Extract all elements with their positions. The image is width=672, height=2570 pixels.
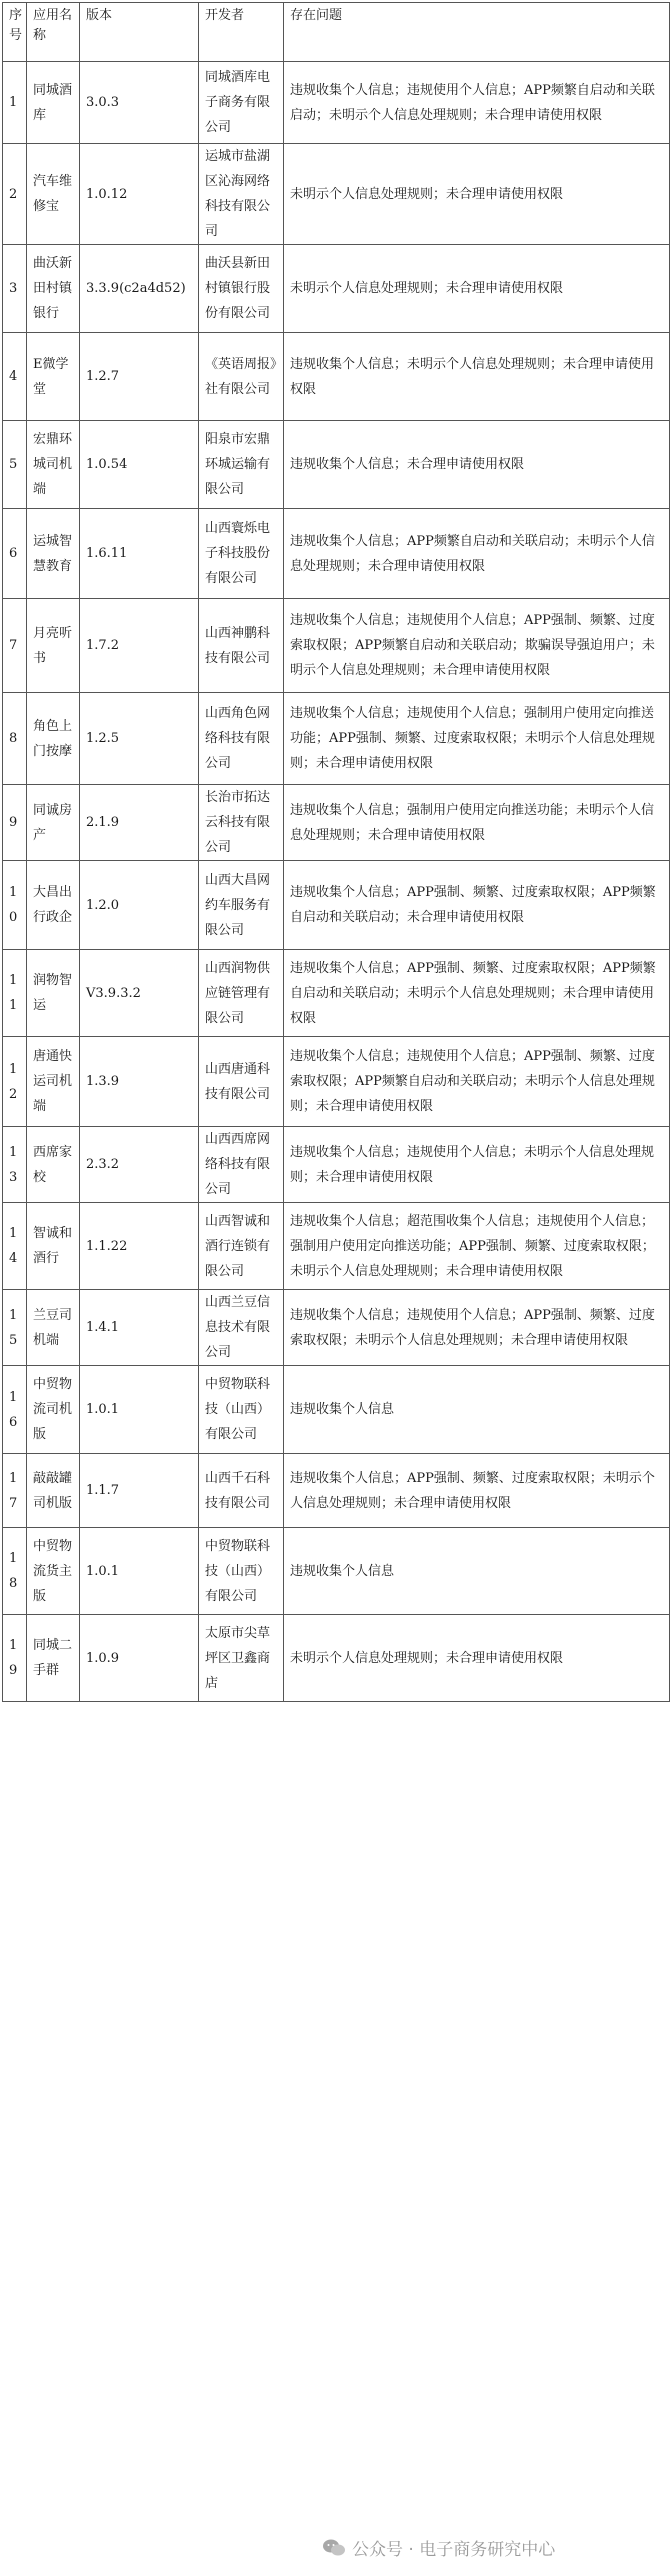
row-index: 14	[3, 1203, 27, 1290]
row-app-name: 月亮听书	[27, 599, 80, 693]
table-row	[3, 599, 670, 693]
watermark	[318, 2533, 559, 2562]
table-row	[3, 509, 670, 599]
row-issues: 违规收集个人信息；APP强制、频繁、过度索取权限；APP频繁自启动和关联启动；未合理申请使用权限	[284, 861, 670, 950]
row-issues: 违规收集个人信息；APP强制、频繁、过度索取权限；APP频繁自启动和关联启动；未明示个人信息处理规则；未合理申请使用权限	[284, 950, 670, 1037]
header-app-name: 应用名称	[27, 3, 80, 62]
table-row	[3, 785, 670, 861]
row-index: 8	[3, 693, 27, 785]
row-index: 11	[3, 950, 27, 1037]
header-index: 序号	[3, 3, 27, 62]
row-index: 13	[3, 1127, 27, 1203]
table-row	[3, 333, 670, 421]
row-developer: 山西西席网络科技有限公司	[199, 1127, 284, 1203]
row-index: 3	[3, 245, 27, 333]
row-index: 6	[3, 509, 27, 599]
row-issues: 未明示个人信息处理规则；未合理申请使用权限	[284, 1615, 670, 1702]
row-version: 1.0.9	[80, 1615, 199, 1702]
row-version: 1.2.7	[80, 333, 199, 421]
row-index: 5	[3, 421, 27, 509]
row-issues: 违规收集个人信息；违规使用个人信息；未明示个人信息处理规则；未合理申请使用权限	[284, 1127, 670, 1203]
row-version: 1.6.11	[80, 509, 199, 599]
row-issues: 违规收集个人信息；违规使用个人信息；APP频繁自启动和关联启动；未明示个人信息处理规则；未合理申请使用权限	[284, 62, 670, 144]
row-issues: 违规收集个人信息；未明示个人信息处理规则；未合理申请使用权限	[284, 333, 670, 421]
row-developer: 《英语周报》社有限公司	[199, 333, 284, 421]
row-issues: 违规收集个人信息；违规使用个人信息；APP强制、频繁、过度索取权限；未明示个人信息处理规则；未合理申请使用权限	[284, 1290, 670, 1366]
row-index: 19	[3, 1615, 27, 1702]
row-index: 18	[3, 1528, 27, 1615]
wechat-icon	[322, 2538, 346, 2558]
row-issues: 违规收集个人信息；违规使用个人信息；强制用户使用定向推送功能；APP强制、频繁、过度索取权限；未明示个人信息处理规则；未合理申请使用权限	[284, 693, 670, 785]
row-app-name: 同诚房产	[27, 785, 80, 861]
row-developer: 山西角色网络科技有限公司	[199, 693, 284, 785]
row-app-name: E微学堂	[27, 333, 80, 421]
table-row	[3, 245, 670, 333]
row-developer: 中贸物联科技（山西）有限公司	[199, 1366, 284, 1454]
row-developer: 山西寰烁电子科技股份有限公司	[199, 509, 284, 599]
app-issues-table	[2, 2, 670, 1702]
row-version: 1.0.12	[80, 144, 199, 245]
row-developer: 运城市盐湖区沁海网络科技有限公司	[199, 144, 284, 245]
row-version: V3.9.3.2	[80, 950, 199, 1037]
row-version: 2.3.2	[80, 1127, 199, 1203]
row-app-name: 运城智慧教育	[27, 509, 80, 599]
row-developer: 长治市拓达云科技有限公司	[199, 785, 284, 861]
row-app-name: 兰豆司机端	[27, 1290, 80, 1366]
row-index: 9	[3, 785, 27, 861]
row-app-name: 同城酒库	[27, 62, 80, 144]
row-app-name: 智诚和酒行	[27, 1203, 80, 1290]
table-row	[3, 950, 670, 1037]
row-issues: 违规收集个人信息；违规使用个人信息；APP强制、频繁、过度索取权限；APP频繁自启动和关联启动；未明示个人信息处理规则；未合理申请使用权限	[284, 1037, 670, 1127]
table-row	[3, 1366, 670, 1454]
row-version: 3.3.9(c2a4d52)	[80, 245, 199, 333]
row-developer: 山西神鹏科技有限公司	[199, 599, 284, 693]
header-developer: 开发者	[199, 3, 284, 62]
row-version: 1.0.1	[80, 1528, 199, 1615]
row-index: 10	[3, 861, 27, 950]
table-row	[3, 861, 670, 950]
row-developer: 阳泉市宏鼎环城运输有限公司	[199, 421, 284, 509]
row-version: 1.2.0	[80, 861, 199, 950]
row-version: 1.1.7	[80, 1454, 199, 1528]
row-index: 15	[3, 1290, 27, 1366]
row-app-name: 角色上门按摩	[27, 693, 80, 785]
table-row	[3, 1615, 670, 1702]
row-index: 4	[3, 333, 27, 421]
row-developer: 山西千石科技有限公司	[199, 1454, 284, 1528]
table-row	[3, 1203, 670, 1290]
row-app-name: 润物智运	[27, 950, 80, 1037]
row-app-name: 中贸物流司机版	[27, 1366, 80, 1454]
row-app-name: 宏鼎环城司机端	[27, 421, 80, 509]
row-version: 1.0.1	[80, 1366, 199, 1454]
row-version: 1.7.2	[80, 599, 199, 693]
row-version: 1.4.1	[80, 1290, 199, 1366]
row-index: 2	[3, 144, 27, 245]
row-developer: 同城酒库电子商务有限公司	[199, 62, 284, 144]
row-developer: 曲沃县新田村镇银行股份有限公司	[199, 245, 284, 333]
row-app-name: 西席家校	[27, 1127, 80, 1203]
watermark-text: 公众号 · 电子商务研究中心	[352, 2540, 556, 2560]
table-row	[3, 62, 670, 144]
row-developer: 山西唐通科技有限公司	[199, 1037, 284, 1127]
table-row	[3, 1528, 670, 1615]
table-row	[3, 693, 670, 785]
row-app-name: 唐通快运司机端	[27, 1037, 80, 1127]
row-version: 1.3.9	[80, 1037, 199, 1127]
row-issues: 违规收集个人信息；APP强制、频繁、过度索取权限；未明示个人信息处理规则；未合理申请使用权限	[284, 1454, 670, 1528]
header-version: 版本	[80, 3, 199, 62]
row-developer: 山西兰豆信息技术有限公司	[199, 1290, 284, 1366]
row-index: 12	[3, 1037, 27, 1127]
table-row	[3, 1127, 670, 1203]
row-developer: 山西智诚和酒行连锁有限公司	[199, 1203, 284, 1290]
row-version: 1.2.5	[80, 693, 199, 785]
row-issues: 违规收集个人信息	[284, 1528, 670, 1615]
row-issues: 违规收集个人信息；违规使用个人信息；APP强制、频繁、过度索取权限；APP频繁自启动和关联启动；欺骗误导强迫用户；未明示个人信息处理规则；未合理申请使用权限	[284, 599, 670, 693]
row-app-name: 中贸物流货主版	[27, 1528, 80, 1615]
row-app-name: 曲沃新田村镇银行	[27, 245, 80, 333]
row-app-name: 敲敲罐司机版	[27, 1454, 80, 1528]
row-issues: 违规收集个人信息；强制用户使用定向推送功能；未明示个人信息处理规则；未合理申请使用权限	[284, 785, 670, 861]
header-issues: 存在问题	[284, 3, 670, 62]
table-row	[3, 1454, 670, 1528]
row-index: 17	[3, 1454, 27, 1528]
row-index: 1	[3, 62, 27, 144]
table-header-row	[3, 3, 670, 62]
row-developer: 太原市尖草坪区卫鑫商店	[199, 1615, 284, 1702]
row-issues: 违规收集个人信息；超范围收集个人信息；违规使用个人信息；强制用户使用定向推送功能；APP强制、频繁、过度索取权限；未明示个人信息处理规则；未合理申请使用权限	[284, 1203, 670, 1290]
row-app-name: 汽车维修宝	[27, 144, 80, 245]
row-version: 1.1.22	[80, 1203, 199, 1290]
row-version: 3.0.3	[80, 62, 199, 144]
row-issues: 违规收集个人信息；APP频繁自启动和关联启动；未明示个人信息处理规则；未合理申请使用权限	[284, 509, 670, 599]
row-issues: 违规收集个人信息	[284, 1366, 670, 1454]
row-developer: 中贸物联科技（山西）有限公司	[199, 1528, 284, 1615]
table-row	[3, 144, 670, 245]
row-version: 1.0.54	[80, 421, 199, 509]
row-developer: 山西大昌网约车服务有限公司	[199, 861, 284, 950]
row-developer: 山西润物供应链管理有限公司	[199, 950, 284, 1037]
row-version: 2.1.9	[80, 785, 199, 861]
row-index: 7	[3, 599, 27, 693]
row-app-name: 同城二手群	[27, 1615, 80, 1702]
row-issues: 未明示个人信息处理规则；未合理申请使用权限	[284, 245, 670, 333]
row-app-name: 大昌出行政企	[27, 861, 80, 950]
row-issues: 未明示个人信息处理规则；未合理申请使用权限	[284, 144, 670, 245]
table-row	[3, 1037, 670, 1127]
table-row	[3, 421, 670, 509]
row-issues: 违规收集个人信息；未合理申请使用权限	[284, 421, 670, 509]
table-row	[3, 1290, 670, 1366]
row-index: 16	[3, 1366, 27, 1454]
